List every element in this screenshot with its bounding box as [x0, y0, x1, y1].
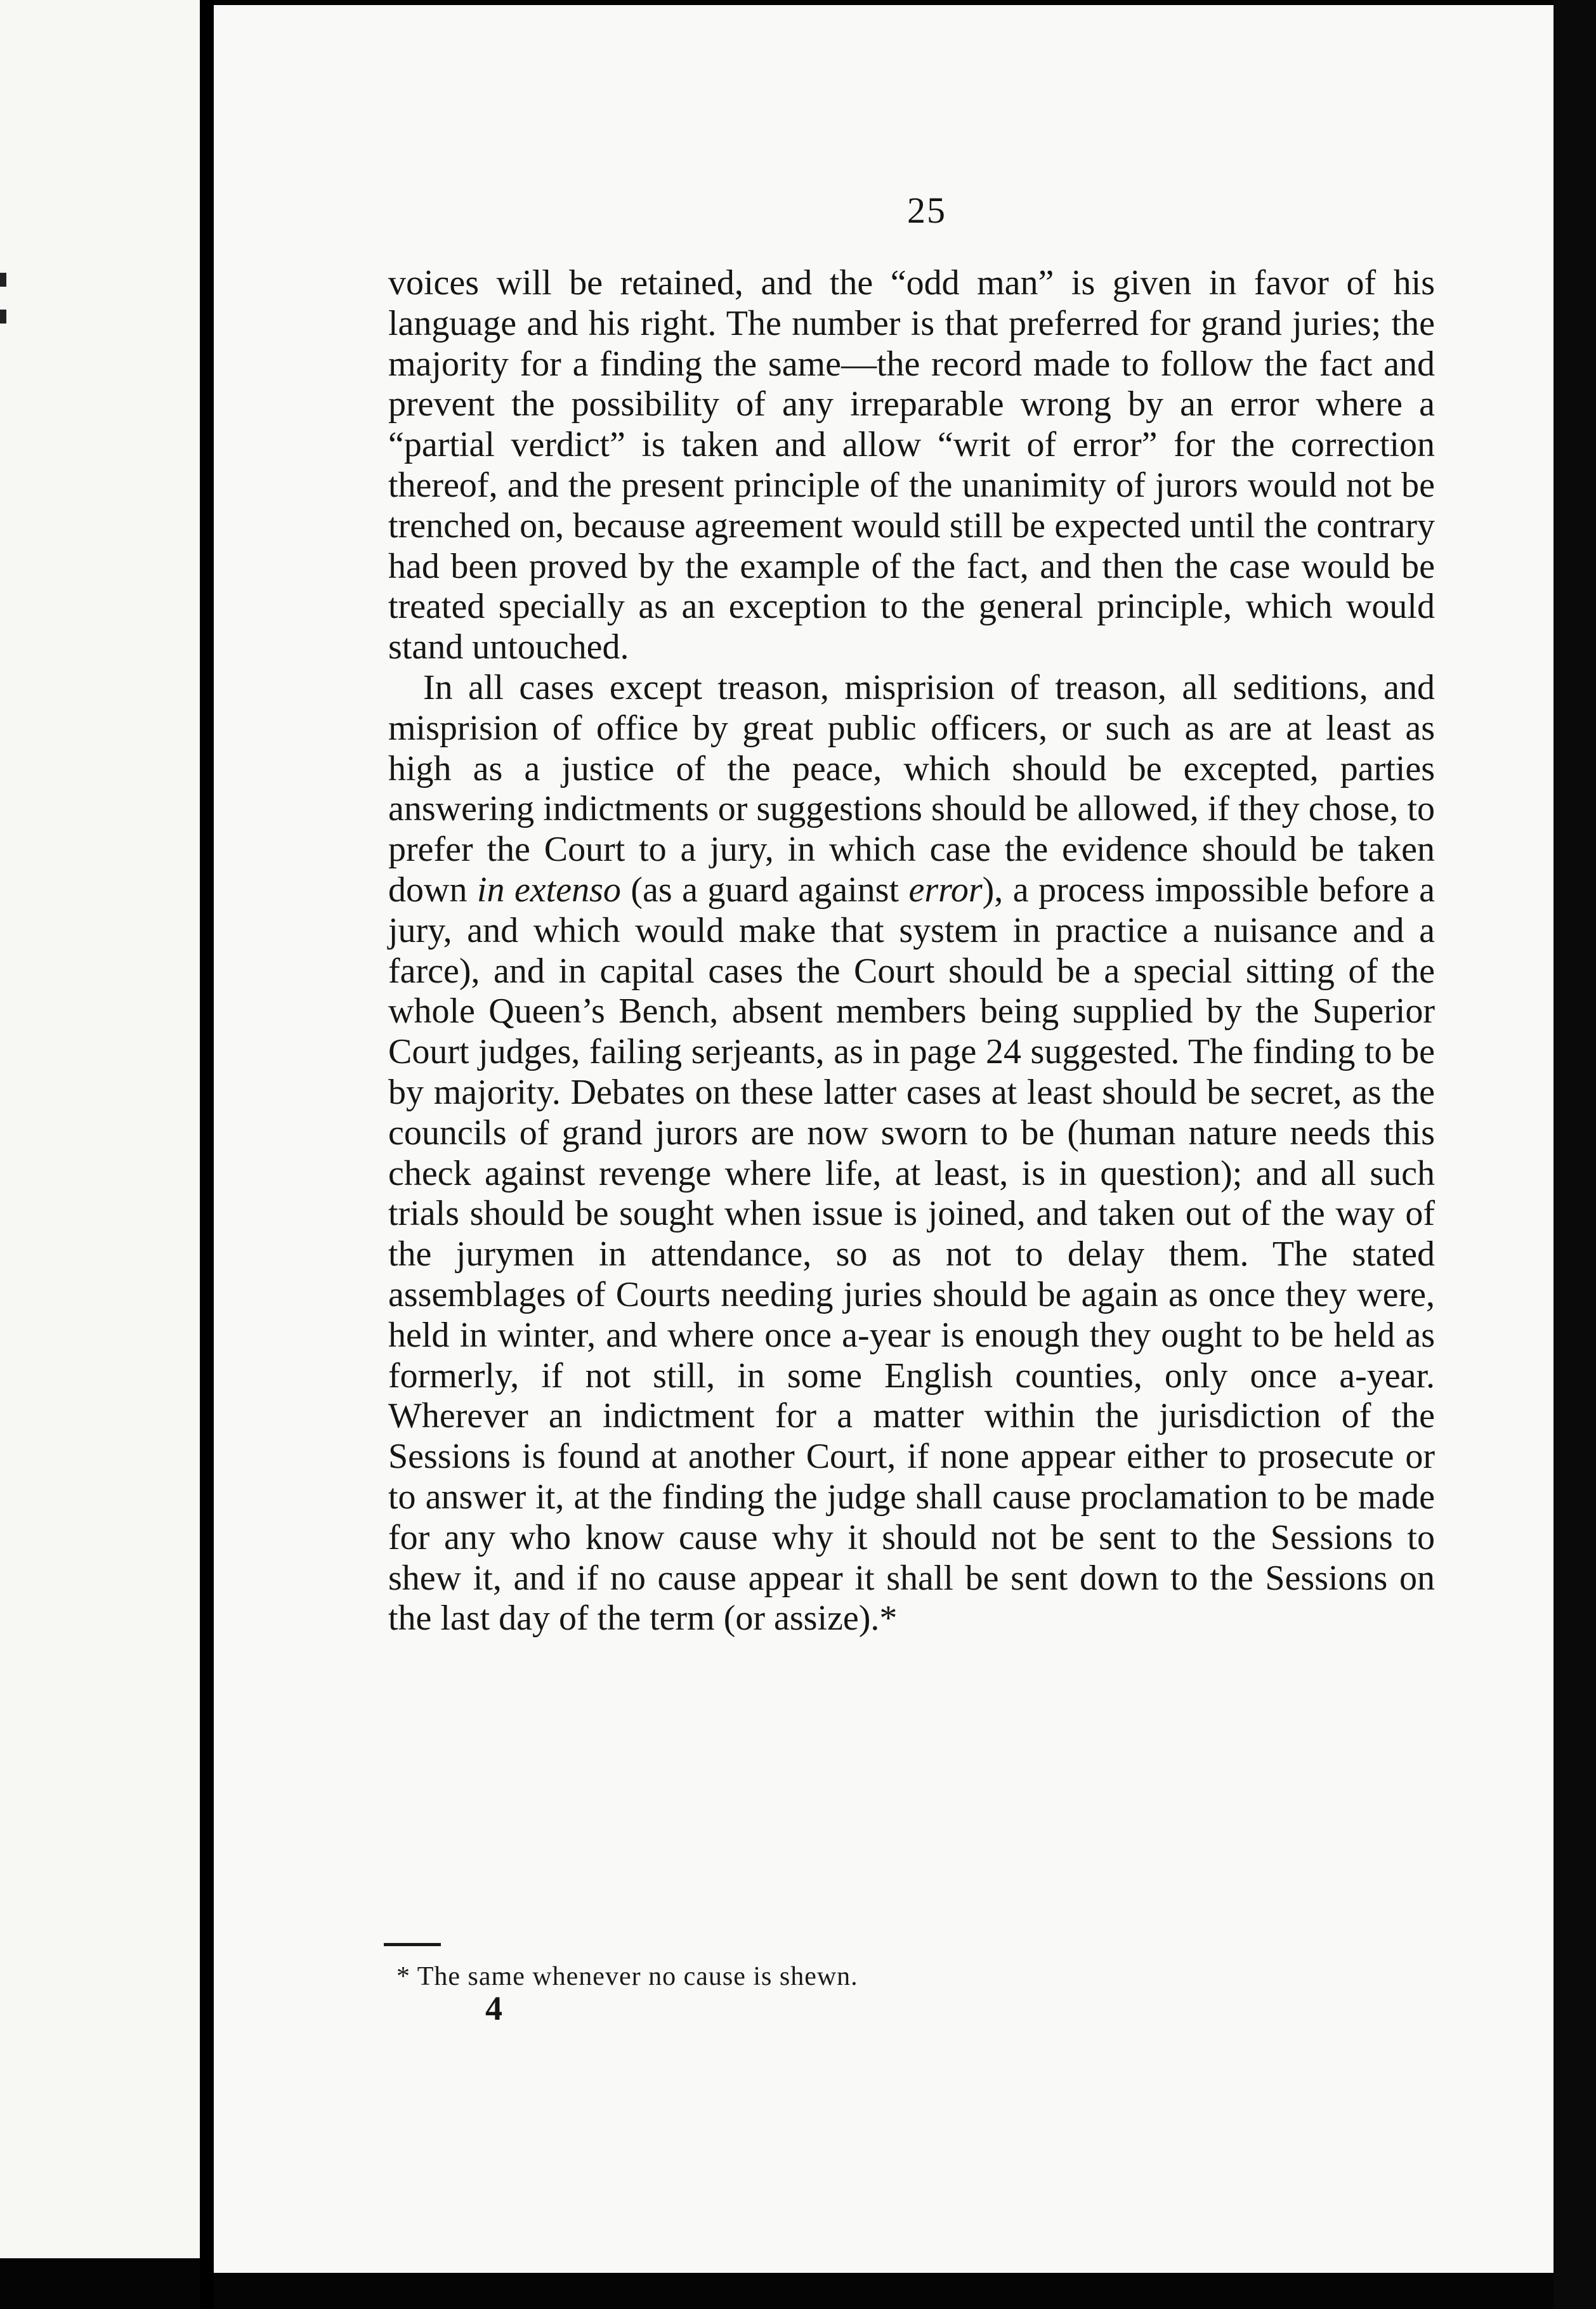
- page-edge-mark: [0, 273, 6, 287]
- footnote-rule: [384, 1943, 441, 1946]
- page-number: 25: [907, 190, 946, 231]
- page-right-edge: [1553, 0, 1596, 2309]
- italic-phrase-in-extenso: in extenso: [476, 870, 621, 910]
- left-facing-page: [0, 0, 200, 2258]
- footnote: * The same whenever no cause is shewn.: [396, 1962, 858, 1991]
- paragraph-2-part-2: (as a guard against: [620, 870, 909, 910]
- signature-mark: 4: [485, 1989, 502, 2027]
- page-edge-mark: [0, 310, 6, 324]
- paragraph-1: voices will be retained, and the “odd man” is given in favor of his language and his right. The number is that preferred for grand juries; the majority for a finding the same—the record made to follow the fact and prevent the possibility of any irreparable wrong by an error where a “partial verdict” is taken and allow “writ of error” for the correction thereof, and the present principle of the unanimity of jurors would not be trenched on, because agreement would still be expected until the contrary had been proved by the example of the fact, and then the case would be treated specially as an exception to the general principle, which would stand untouched.: [388, 263, 1435, 667]
- body-text: [388, 263, 1435, 1639]
- book-gutter: [200, 0, 214, 2309]
- paragraph-2-part-3: ), a process impossible before a jury, and which would make that system in practice a nuisance and a farce), and in capital cases the Court should be a special sitting of the whole Queen’s Bench, absent members being supplied by the Superior Court judges, failing serjeants, as in page 24 suggested. The finding to be by majority. Debates on these latter cases at least should be secret, as the councils of grand jurors are now sworn to be (human nature needs this check against revenge where life, at least, is in question); and all such trials should be sought when issue is joined, and taken out of the way of the jurymen in attendance, so as not to delay them. The stated assemblages of Courts needing juries should be again as once they were, held in winter, and where once a-year is enough they ought to be held as formerly, if not still, in some English counties, only once a-year. Wherever an indictment for a matter within the jurisdiction of the Sessions is found at another Court, if none appear either to prosecute or to answer it, at the finding the judge shall cause proclamation to be made for any who know cause why it should not be sent to the Sessions to shew it, and if no cause appear it shall be sent down to the Sessions on the last day of the term (or assize).*: [388, 870, 1435, 1639]
- italic-word-error: error: [908, 870, 983, 910]
- paragraph-2: [388, 668, 1435, 1639]
- paragraph-2-part-1: In all cases except treason, misprision of treason, all seditions, and misprision of office by great public officers, or such as are at least as high as a justice of the peace, which should be excepted, parties answering indictments or suggestions should be allowed, if they chose, to prefer the Court to a jury, in which case the evidence should be taken down: [388, 667, 1435, 910]
